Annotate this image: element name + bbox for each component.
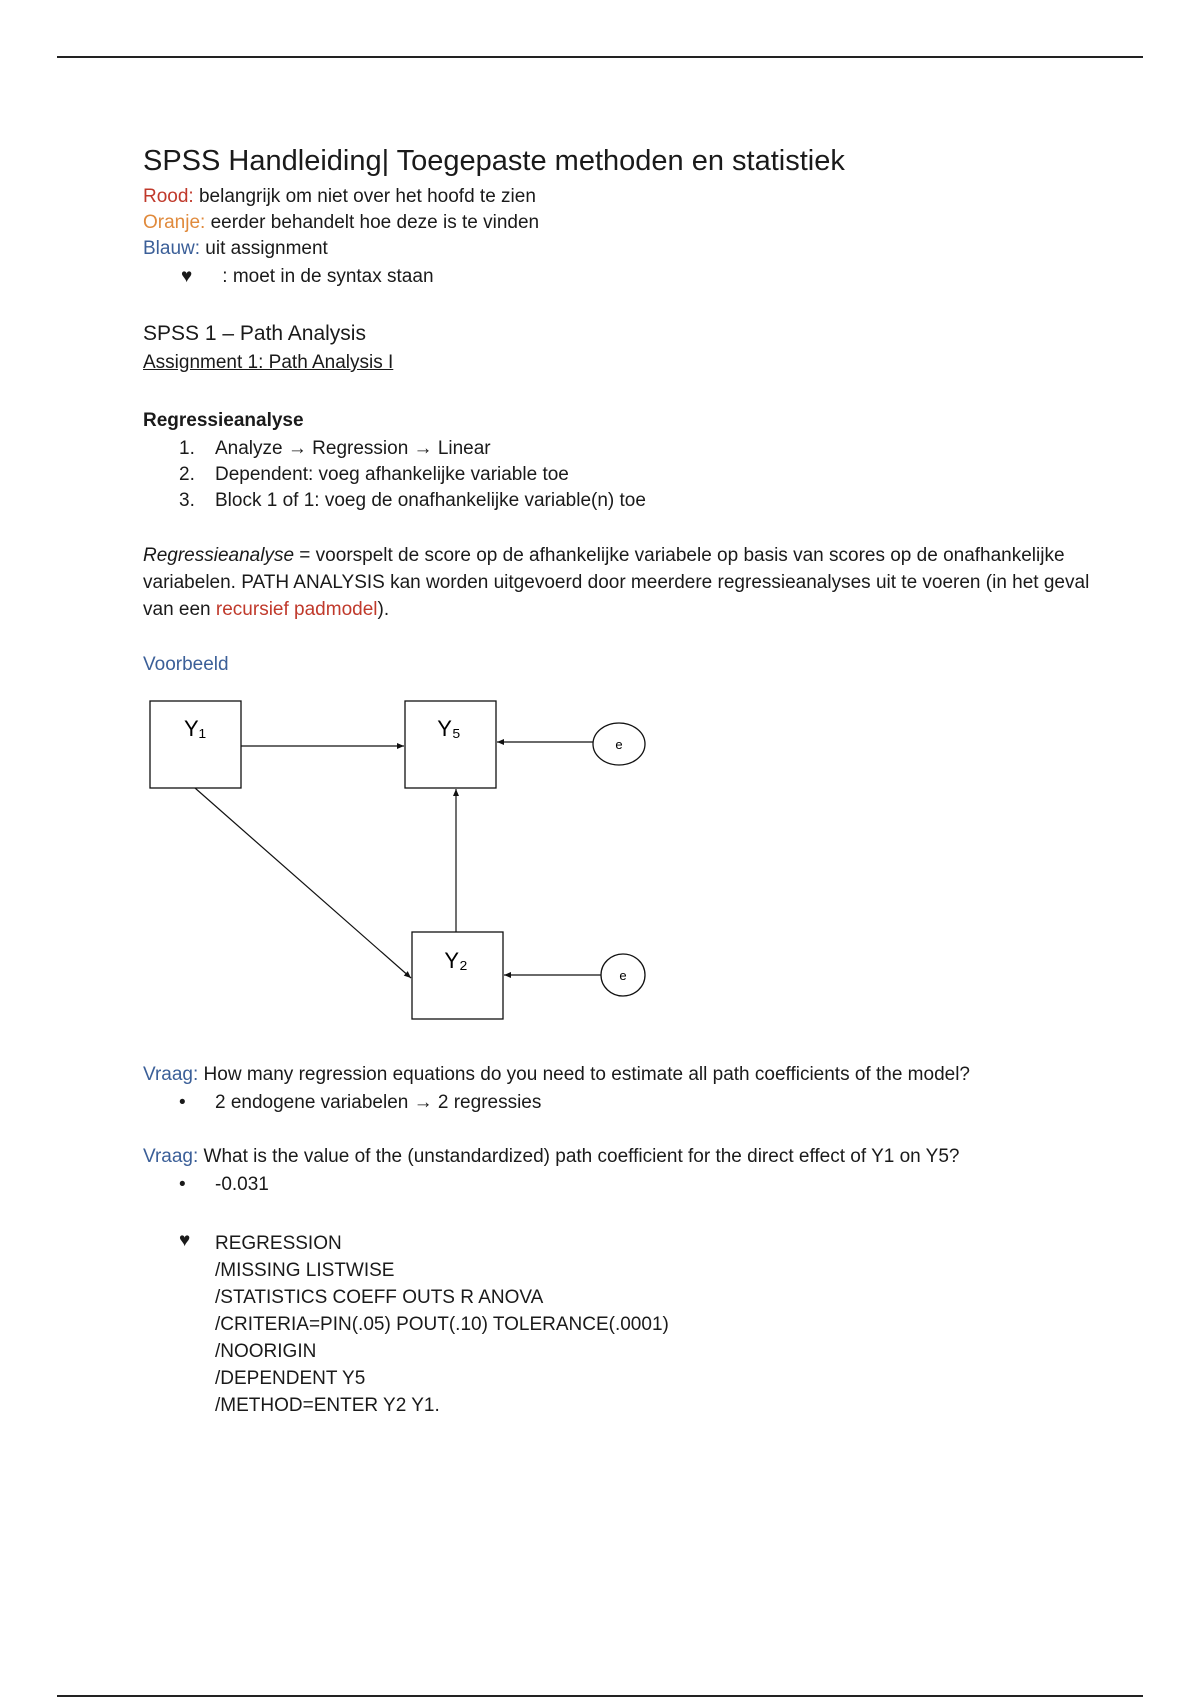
node-y2: [412, 932, 503, 1019]
bullet-icon: •: [179, 1092, 186, 1113]
node-y1: [150, 701, 241, 788]
question-2-label: Vraag:: [143, 1146, 199, 1167]
step-number: 3.: [179, 490, 195, 511]
legend-blue-label: Blauw:: [143, 238, 201, 259]
path-diagram: [143, 690, 683, 1030]
legend-red-text: belangrijk om niet over het hoofd te zien: [193, 186, 536, 207]
definition-term: Regressieanalyse: [143, 545, 295, 566]
question-1: [143, 1064, 970, 1086]
syntax-line: /STATISTICS COEFF OUTS R ANOVA: [215, 1287, 544, 1308]
node-y5: [405, 701, 496, 788]
step-number: 1.: [179, 438, 195, 459]
step-number: 2.: [179, 464, 195, 485]
syntax-line: /CRITERIA=PIN(.05) POUT(.10) TOLERANCE(.0001): [215, 1314, 669, 1335]
syntax-line: /DEPENDENT Y5: [215, 1368, 366, 1389]
question-2: [143, 1146, 959, 1168]
syntax-line: /METHOD=ENTER Y2 Y1.: [215, 1395, 440, 1416]
legend-blue: [143, 238, 328, 260]
page-title: SPSS Handleiding| Toegepaste methoden en statistiek: [143, 145, 845, 177]
error-term-y2-label: e: [619, 968, 627, 983]
bottom-rule: [57, 1695, 1143, 1697]
path-y1-y2: [195, 788, 411, 978]
node-y5-label: Y₅: [437, 716, 461, 741]
answer-2: [179, 1174, 269, 1196]
error-term-y5-label: e: [615, 737, 623, 752]
legend-blue-text: uit assignment: [200, 238, 328, 259]
answer-1-text: 2 endogene variabelen → 2 regressies: [215, 1092, 542, 1113]
node-y1-label: Y₁: [183, 716, 207, 741]
step-text: Block 1 of 1: voeg de onafhankelijke variable(n) toe: [215, 490, 646, 511]
answer-1: [179, 1092, 541, 1114]
definition-paragraph: [143, 542, 1103, 623]
syntax-lines: [215, 1230, 669, 1419]
definition-text-1: = voorspelt de score op de afhankelijke variabele op basis van scores op de onafhankelijke variabelen. PATH ANALYSIS kan worden uitgevoerd door meerdere regressieanalyses uit te voeren (in het geval van een: [143, 545, 1090, 620]
legend-red: [143, 186, 536, 208]
syntax-line: /MISSING LISTWISE: [215, 1260, 395, 1281]
question-1-text: How many regression equations do you need to estimate all path coefficients of the model?: [198, 1064, 970, 1085]
top-rule: [57, 56, 1143, 58]
question-2-text: What is the value of the (unstandardized) path coefficient for the direct effect of Y1 on Y5?: [198, 1146, 960, 1167]
heart-icon: ♥: [181, 266, 193, 287]
definition-highlight: recursief padmodel: [215, 599, 378, 620]
regression-heading: Regressieanalyse: [143, 410, 304, 431]
step-1: [179, 438, 491, 460]
legend-orange: [143, 212, 539, 234]
assignment-heading: Assignment 1: Path Analysis I: [143, 352, 394, 373]
syntax-block: [179, 1230, 669, 1419]
legend-orange-label: Oranje:: [143, 212, 206, 233]
legend-syntax: [181, 266, 434, 288]
heart-icon: ♥: [179, 1230, 191, 1251]
bullet-icon: •: [179, 1174, 186, 1195]
step-2: [179, 464, 569, 486]
step-text: Dependent: voeg afhankelijke variable toe: [215, 464, 569, 485]
definition-text-2: ).: [377, 599, 390, 620]
answer-2-text: -0.031: [215, 1174, 269, 1195]
syntax-line: /NOORIGIN: [215, 1341, 317, 1362]
step-text: Analyze → Regression → Linear: [215, 438, 491, 459]
legend-orange-text: eerder behandelt hoe deze is te vinden: [205, 212, 540, 233]
question-1-label: Vraag:: [143, 1064, 199, 1085]
section-heading: SPSS 1 – Path Analysis: [143, 322, 366, 345]
node-y2-label: Y₂: [444, 948, 468, 973]
example-label: Voorbeeld: [143, 654, 229, 675]
legend-red-label: Rood:: [143, 186, 194, 207]
step-3: [179, 490, 646, 512]
legend-syntax-text: : moet in de syntax staan: [217, 266, 434, 287]
syntax-line: REGRESSION: [215, 1233, 342, 1254]
